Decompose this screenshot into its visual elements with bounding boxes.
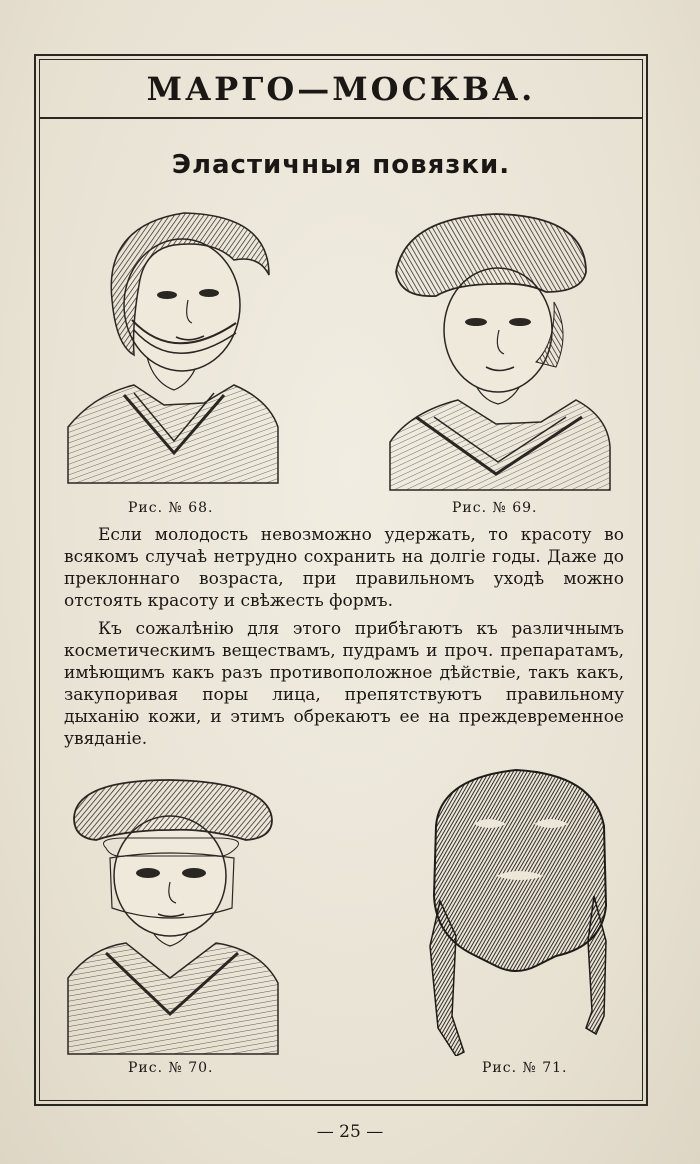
- woman-bust-with-face-bandage-icon: [66, 778, 280, 1056]
- figure-68-caption: Рис. № 68.: [128, 500, 214, 516]
- page-title: Эластичныя повязки.: [171, 150, 511, 180]
- figure-70-caption: Рис. № 70.: [128, 1060, 214, 1076]
- figure-71-caption: Рис. № 71.: [482, 1060, 568, 1076]
- figure-71: [426, 766, 616, 1056]
- brand-header: МАРГО—МОСКВА.: [146, 70, 536, 108]
- figure-70: [66, 778, 280, 1056]
- woman-bust-with-elastic-cap-icon: [386, 212, 612, 492]
- figure-69-caption: Рис. № 69.: [452, 500, 538, 516]
- figure-69: [386, 212, 612, 492]
- page-number: — 25 —: [316, 1122, 384, 1142]
- header-rule: [39, 117, 643, 119]
- paragraph-2: Къ сожалѣнію для этого прибѣгаютъ къ различнымъ косметическимъ веществамъ, пудрамъ и проч. препаратамъ, имѣющимъ какъ разъ противоположное дѣйствіе, такъ какъ, закупоривая поры лица, препятствуютъ правильному дыханію кожи, и этимъ обрекаютъ ее на преждевременное увяданіе.: [64, 619, 624, 749]
- figure-68: [64, 205, 280, 485]
- woman-bust-with-elastic-bandage-icon: [64, 205, 280, 485]
- elastic-face-mask-icon: [426, 766, 616, 1056]
- paragraph-1: Если молодость невозможно удержать, то красоту во всякомъ случаѣ нетрудно сохранить на долгіе годы. Даже до преклоннаго возраста, при правильномъ уходѣ можно отстоять красоту и свѣжесть формъ.: [64, 525, 624, 611]
- body-text: [64, 524, 624, 756]
